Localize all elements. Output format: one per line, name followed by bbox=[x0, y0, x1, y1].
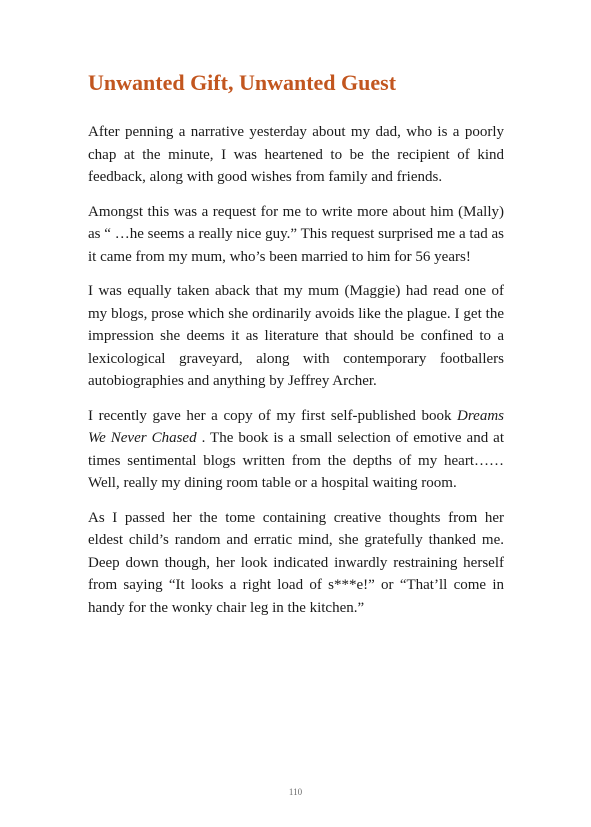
paragraph-3: I was equally taken aback that my mum (Maggie) had read one of my blogs, prose which she ordinarily avoids like the plague. I get the impression she deems it as literature that should be confined to a lexicological graveyard, along with contemporary footballers autobiographies and anything by Jeffrey Archer. bbox=[88, 283, 504, 389]
paragraph-2: Amongst this was a request for me to write more about him (Mally) as “ …he seems a really nice guy.” This request surprised me a tad as it came from my mum, who’s been married to him for 56 years! bbox=[88, 203, 504, 265]
paragraph-1: After penning a narrative yesterday about my dad, who is a poorly chap at the minute, I was heartened to be the recipient of kind feedback, along with good wishes from family and friends. bbox=[88, 124, 504, 185]
paragraph-4-text-before: I recently gave her a copy of my first self-published book bbox=[88, 407, 458, 424]
paragraph-4-text-after: . The book is a small selection of emotive and at times sentimental blogs written from the depths of my heart…… Well, really my dining room table or a hospital waiting room. bbox=[88, 430, 505, 491]
book-title: Dreams We Never Chased bbox=[88, 407, 504, 446]
page-number: 110 bbox=[288, 787, 303, 797]
body-text bbox=[88, 121, 504, 631]
paragraph-5: As I passed her the tome containing creative thoughts from her eldest child’s random and erratic mind, she gratefully thanked me. Deep down though, her look indicated inwardly restraining herself from saying “It looks a right load of s***e!” or “That’ll come in handy for the wonky chair leg in the kitchen.” bbox=[88, 509, 504, 616]
paragraph-4 bbox=[88, 405, 504, 495]
page-title: Unwanted Gift, Unwanted Guest bbox=[88, 70, 397, 95]
